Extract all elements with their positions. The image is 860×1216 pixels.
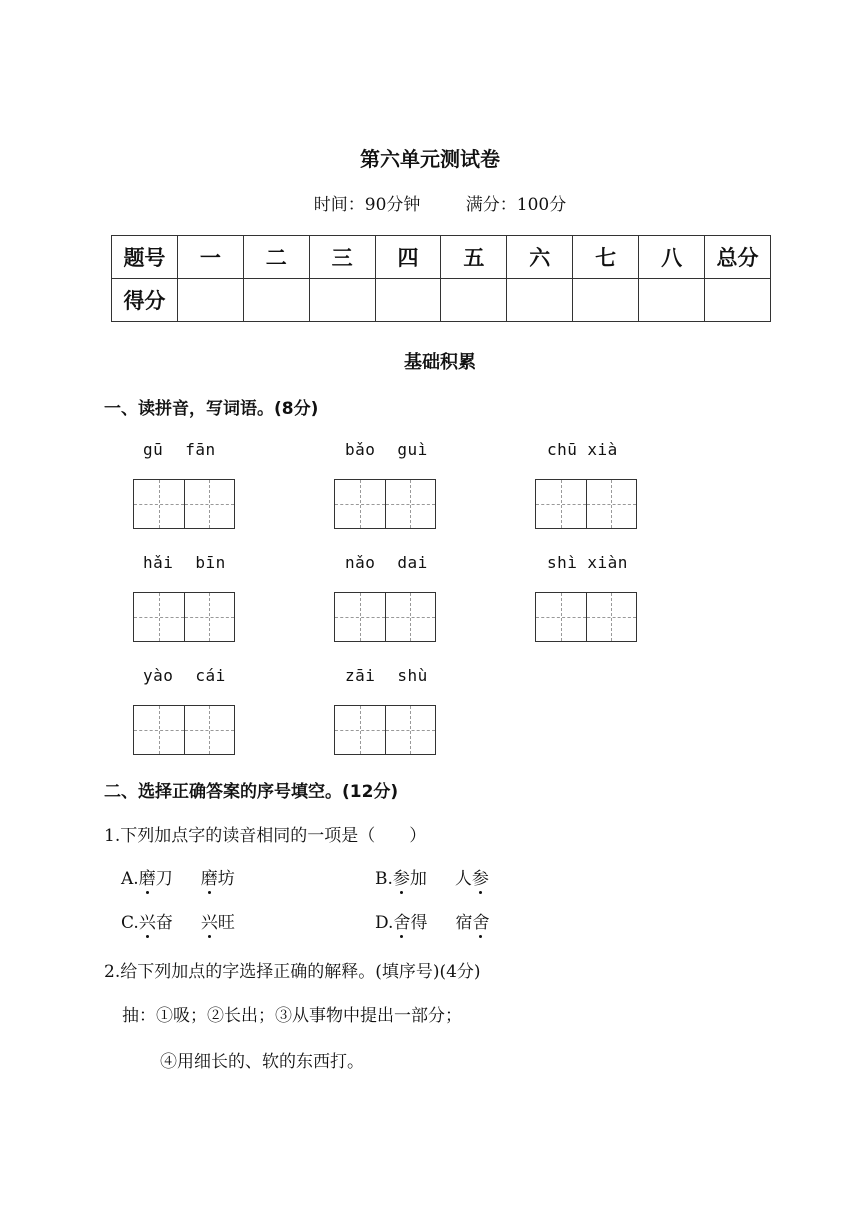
question-1-heading: 一、读拼音，写词语。(8分) [104, 399, 319, 419]
writing-box-8[interactable] [334, 705, 436, 755]
score-cell[interactable] [705, 279, 771, 322]
pinyin-4: hǎi bīn [143, 553, 226, 572]
score-cell[interactable] [375, 279, 441, 322]
writing-box-1[interactable] [133, 479, 235, 529]
score-header-cell: 一 [177, 236, 243, 279]
pinyin-3: chū xià [547, 440, 618, 459]
writing-box-5[interactable] [334, 592, 436, 642]
score-cell[interactable] [639, 279, 705, 322]
option-c[interactable]: C.兴奋 兴旺 [121, 908, 235, 933]
score-header-cell: 八 [639, 236, 705, 279]
writing-box-3[interactable] [535, 479, 637, 529]
definition-line-2: ④用细长的、软的东西打。 [160, 1052, 364, 1072]
score-header-cell: 二 [243, 236, 309, 279]
option-b[interactable]: B.参加 人参 [375, 864, 489, 889]
score-header-cell: 四 [375, 236, 441, 279]
pinyin-7: yào cái [143, 666, 226, 685]
score-cell[interactable] [441, 279, 507, 322]
score-table-score-row [112, 279, 771, 322]
writing-box-4[interactable] [133, 592, 235, 642]
page-title: 第六单元测试卷 [360, 147, 500, 171]
score-cell[interactable] [573, 279, 639, 322]
score-cell[interactable] [243, 279, 309, 322]
pinyin-5: nǎo dai [345, 553, 428, 572]
score-row-label: 得分 [112, 279, 178, 322]
definition-line-1: 抽：①吸；②长出；③从事物中提出一部分； [122, 1006, 462, 1026]
writing-box-2[interactable] [334, 479, 436, 529]
writing-box-7[interactable] [133, 705, 235, 755]
question-2-2-stem: 2.给下列加点的字选择正确的解释。(填序号)(4分) [104, 962, 481, 982]
score-table [111, 235, 771, 322]
pinyin-2: bǎo guì [345, 440, 428, 459]
score-table-header-row [112, 236, 771, 279]
section-title: 基础积累 [404, 352, 476, 373]
pinyin-1: gū fān [143, 440, 216, 459]
pinyin-6: shì xiàn [547, 553, 628, 572]
score-header-cell: 五 [441, 236, 507, 279]
score-cell[interactable] [309, 279, 375, 322]
score-cell[interactable] [507, 279, 573, 322]
pinyin-8: zāi shù [345, 666, 428, 685]
question-2-heading: 二、选择正确答案的序号填空。(12分) [104, 782, 399, 802]
question-2-1-stem: 1.下列加点字的读音相同的一项是（ ） [104, 826, 427, 846]
exam-info [0, 190, 860, 215]
option-d[interactable]: D.舍得 宿舍 [375, 908, 489, 933]
exam-full-score: 满分：100分 [465, 195, 567, 215]
score-header-cell: 六 [507, 236, 573, 279]
writing-box-6[interactable] [535, 592, 637, 642]
option-a[interactable]: A.磨刀 磨坊 [121, 864, 235, 889]
score-header-cell: 题号 [112, 236, 178, 279]
score-cell[interactable] [177, 279, 243, 322]
score-header-cell: 七 [573, 236, 639, 279]
score-header-cell: 总分 [705, 236, 771, 279]
score-header-cell: 三 [309, 236, 375, 279]
exam-time: 时间：90分钟 [313, 195, 421, 215]
